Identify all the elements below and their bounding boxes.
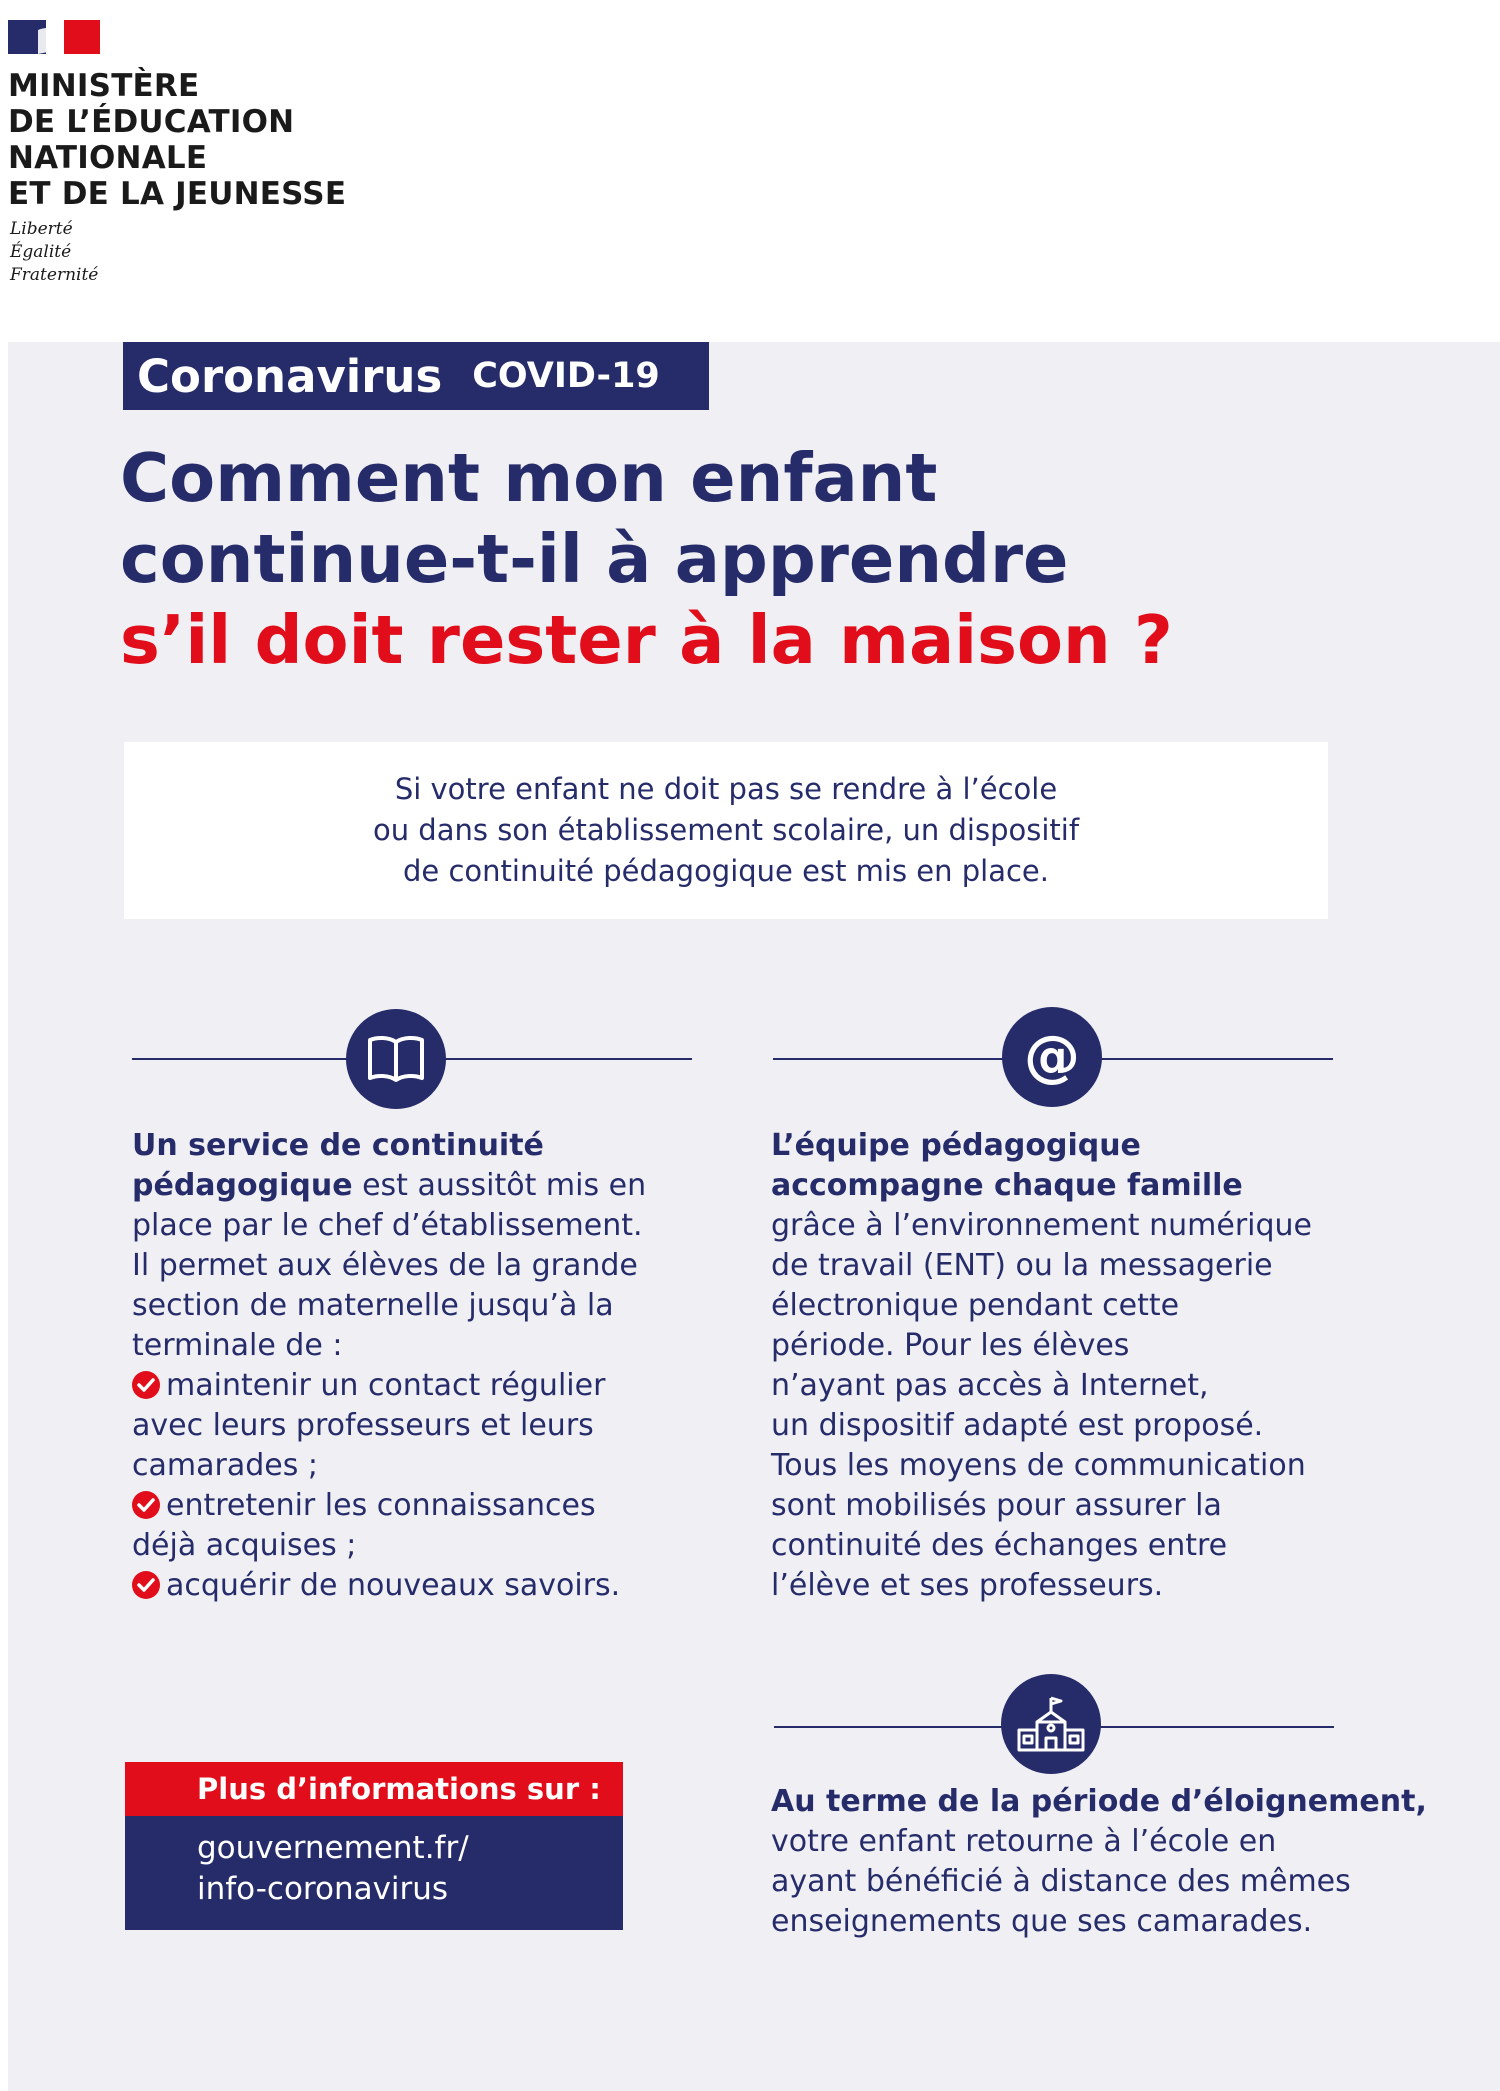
tag-main: Coronavirus xyxy=(137,349,443,403)
list-item: entretenir les connaissances xyxy=(132,1486,732,1526)
intro-text: Si votre enfant ne doit pas se rendre à l’école ou dans son établissement scolaire, un dispositif de continuité pédagogique est mis en place. xyxy=(372,772,1080,888)
left-section-text: Un service de continuité pédagogique est aussitôt mis en place par le chef d’établissement. Il permet aux élèves de la grande section de maternelle jusqu’à la terminale de : maintenir un contact régulier avec leurs professeurs et leurs camarades ; entretenir les connaissances déjà acquises ; acquérir de nouveaux savoirs. xyxy=(132,1126,732,1606)
info-link[interactable]: gouvernement.fr/ info-coronavirus xyxy=(197,1830,469,1907)
check-icon xyxy=(132,1571,160,1599)
ministry-name: MINISTÈRE DE L’ÉDUCATION NATIONALE ET DE LA JEUNESSE xyxy=(8,68,347,212)
topic-tag xyxy=(123,342,709,410)
check-icon xyxy=(132,1491,160,1519)
more-info-box xyxy=(125,1762,623,1930)
more-info-heading: Plus d’informations sur : xyxy=(125,1762,623,1816)
right-section-text: L’équipe pédagogique accompagne chaque famille grâce à l’environnement numérique de travail (ENT) ou la messagerie électronique pendant cette période. Pour les élèves n’ayant pas accès à Internet, un dispositif adapté est proposé. Tous les moyens de communication sont mobilisés pour assurer la continuité des échanges entre l’élève et ses professeurs. xyxy=(771,1128,1312,1603)
intro-box xyxy=(124,742,1328,919)
page-title: Comment mon enfant continue-t-il à apprendre s’il doit rester à la maison ? xyxy=(120,439,1173,679)
at-sign-icon: @ xyxy=(1002,1007,1102,1107)
republic-motto: Liberté Égalité Fraternité xyxy=(10,219,99,285)
check-icon xyxy=(132,1371,160,1399)
tag-sub: COVID-19 xyxy=(472,356,660,396)
list-item: acquérir de nouveaux savoirs. xyxy=(132,1566,732,1606)
list-item: maintenir un contact régulier xyxy=(132,1366,732,1406)
school-section-text: Au terme de la période d’éloignement, votre enfant retourne à l’école en ayant bénéficié à distance des mêmes enseignements que ses camarades. xyxy=(771,1784,1427,1939)
book-icon xyxy=(346,1009,446,1109)
marianne-flag-icon xyxy=(8,20,100,54)
school-icon xyxy=(1001,1674,1101,1774)
